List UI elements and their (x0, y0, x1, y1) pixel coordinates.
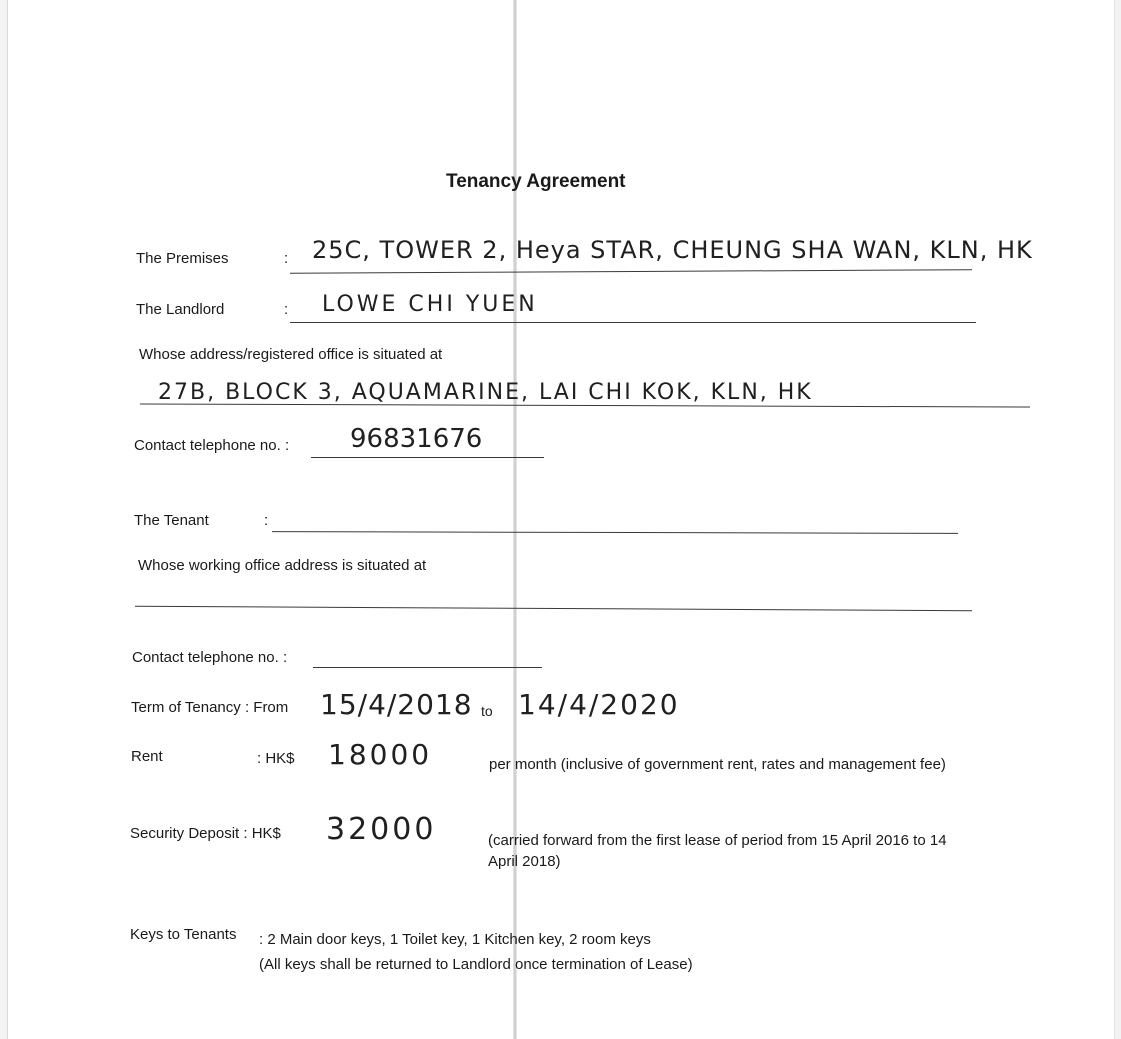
tenant-label: The Tenant (134, 512, 209, 529)
landlord-label: The Landlord (136, 301, 225, 318)
deposit-note-line2: April 2018) (488, 853, 561, 870)
landlord-value: LOWE CHI YUEN (322, 292, 538, 317)
landlord-separator: : (284, 301, 289, 318)
landlord-underline (290, 322, 976, 323)
keys-line1: : 2 Main door keys, 1 Toilet key, 1 Kitchen key, 2 room keys (259, 931, 651, 948)
rent-note: per month (inclusive of government rent, rates and management fee) (489, 756, 946, 773)
tenant-phone-field (313, 667, 542, 668)
premises-label: The Premises (136, 250, 229, 267)
tenant-phone-label: Contact telephone no. : (132, 649, 288, 666)
term-from-date: 15/4/2018 (320, 688, 473, 721)
premises-value: 25C, TOWER 2, Heya STAR, CHEUNG SHA WAN, KLN, HK (312, 236, 1033, 264)
rent-currency: : HK$ (257, 750, 295, 767)
page-fold-crease (513, 0, 517, 1039)
rent-label: Rent (131, 748, 163, 765)
deposit-note-line1: (carried forward from the first lease of period from 15 April 2016 to 14 (488, 832, 947, 849)
keys-label: Keys to Tenants (130, 926, 237, 943)
deposit-amount: 32000 (326, 812, 437, 847)
document-title: Tenancy Agreement (446, 171, 626, 192)
tenant-address-label: Whose working office address is situated at (138, 557, 427, 574)
deposit-label: Security Deposit : HK$ (130, 825, 281, 842)
rent-amount: 18000 (328, 738, 433, 771)
term-label: Term of Tenancy : From (131, 699, 289, 716)
landlord-phone-label: Contact telephone no. : (134, 437, 290, 454)
term-to-label: to (481, 703, 493, 719)
term-to-date: 14/4/2020 (518, 688, 680, 721)
tenant-separator: : (264, 512, 269, 529)
premises-separator: : (284, 250, 289, 267)
keys-line2: (All keys shall be returned to Landlord once termination of Lease) (259, 956, 693, 973)
landlord-phone-value: 96831676 (350, 424, 483, 454)
landlord-phone-underline (311, 457, 544, 458)
landlord-address-label: Whose address/registered office is situated at (139, 346, 443, 363)
landlord-address-value: 27B, BLOCK 3, AQUAMARINE, LAI CHI KOK, KLN, HK (158, 380, 813, 405)
